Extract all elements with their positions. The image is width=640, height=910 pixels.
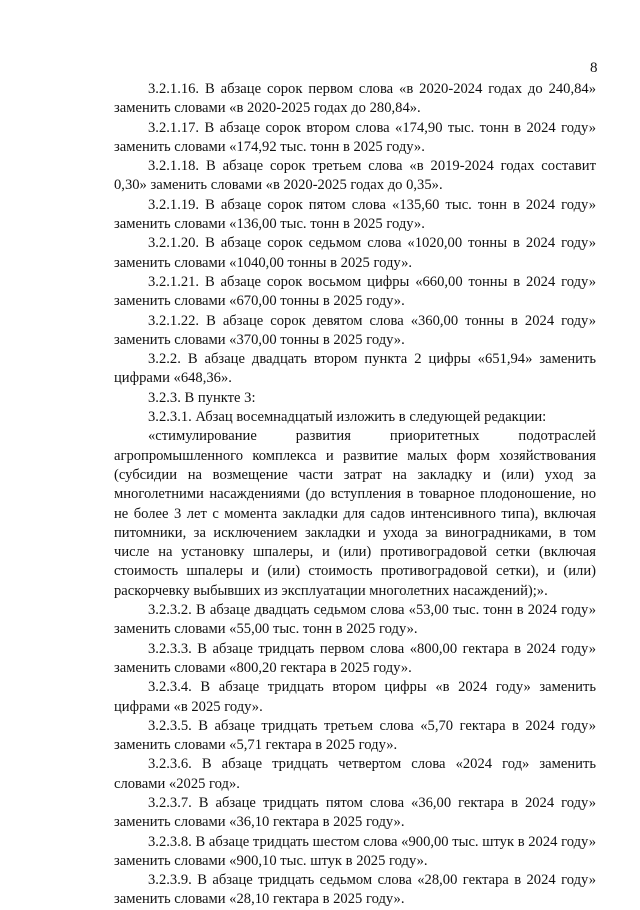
paragraph: 3.2.3. В пункте 3:: [148, 389, 256, 406]
paragraph: 3.2.1.17. В абзаце сорок втором слова «174,90 тыс. тонн в 2024 году» заменить словами «174,92 тыс. тонн в 2025 году».: [114, 119, 596, 155]
paragraph: 3.2.1.22. В абзаце сорок девятом слова «360,00 тонны в 2024 году» заменить словами «370,00 тонны в 2025 году».: [114, 312, 596, 348]
paragraph: 3.2.3.8. В абзаце тридцать шестом слова «900,00 тыс. штук в 2024 году» заменить словами «900,10 тыс. штук в 2025 году».: [114, 833, 596, 869]
paragraph: 3.2.1.21. В абзаце сорок восьмом цифры «660,00 тонны в 2024 году» заменить словами «670,00 тонны в 2025 году».: [114, 273, 596, 310]
document-body: [114, 80, 596, 910]
paragraph: 3.2.3.7. В абзаце тридцать пятом слова «36,00 гектара в 2024 году» заменить словами «36,10 гектара в 2025 году».: [114, 794, 596, 831]
paragraph: 3.2.3.6. В абзаце тридцать четвертом слова «2024 год» заменить словами «2025 год».: [114, 756, 596, 792]
quoted-paragraph: «стимулирование развития приоритетных подотраслей агропромышленного комплекса и развитие малых форм хозяйствования (субсидии на возмещение части затрат на закладку и (или) уход за многолетними насаждениями (до вступления в товарное плодоношение, но не более 3 лет с момента закладки для садов интенсивного типа), включая питомники, за исключением закладки и ухода за виноградниками, в том числе на установку шпалеры, и (или) противоградовой сетки (включая стоимость шпалеры и (или) стоимость противоградовой сетки), и (или) раскорчевку выбывших из эксплуатации многолетних насаждений);».: [114, 428, 596, 599]
page-number: 8: [590, 60, 598, 76]
paragraph: 3.2.1.19. В абзаце сорок пятом слова «135,60 тыс. тонн в 2024 году» заменить словами «136,00 тыс. тонн в 2025 году».: [114, 196, 596, 233]
paragraph: 3.2.3.4. В абзаце тридцать втором цифры «в 2024 году» заменить цифрами «в 2025 году».: [114, 679, 596, 715]
paragraph: 3.2.3.9. В абзаце тридцать седьмом слова «28,00 гектара в 2024 году» заменить словами «28,10 гектара в 2025 году».: [114, 872, 596, 908]
paragraph: 3.2.1.16. В абзаце сорок первом слова «в 2020-2024 годах до 240,84» заменить словами «в 2020-2025 годах до 280,84».: [114, 81, 596, 117]
paragraph: 3.2.3.1. Абзац восемнадцатый изложить в следующей редакции:: [148, 409, 547, 426]
paragraph: 3.2.3.3. В абзаце тридцать первом слова «800,00 гектара в 2024 году» заменить словами «800,20 гектара в 2025 году».: [114, 640, 596, 676]
paragraph: 3.2.1.18. В абзаце сорок третьем слова «в 2019-2024 годах составит 0,30» заменить словами «в 2020-2025 годах до 0,35».: [114, 158, 596, 194]
paragraph: 3.2.2. В абзаце двадцать втором пункта 2 цифры «651,94» заменить цифрами «648,36».: [114, 351, 596, 387]
paragraph: 3.2.1.20. В абзаце сорок седьмом слова «1020,00 тонны в 2024 году» заменить словами «1040,00 тонны в 2025 году».: [114, 235, 596, 271]
paragraph: 3.2.3.5. В абзаце тридцать третьем слова «5,70 гектара в 2024 году» заменить словами «5,71 гектара в 2025 году».: [114, 717, 596, 754]
paragraph: 3.2.3.2. В абзаце двадцать седьмом слова «53,00 тыс. тонн в 2024 году» заменить словами «55,00 тыс. тонн в 2025 году».: [114, 602, 596, 638]
